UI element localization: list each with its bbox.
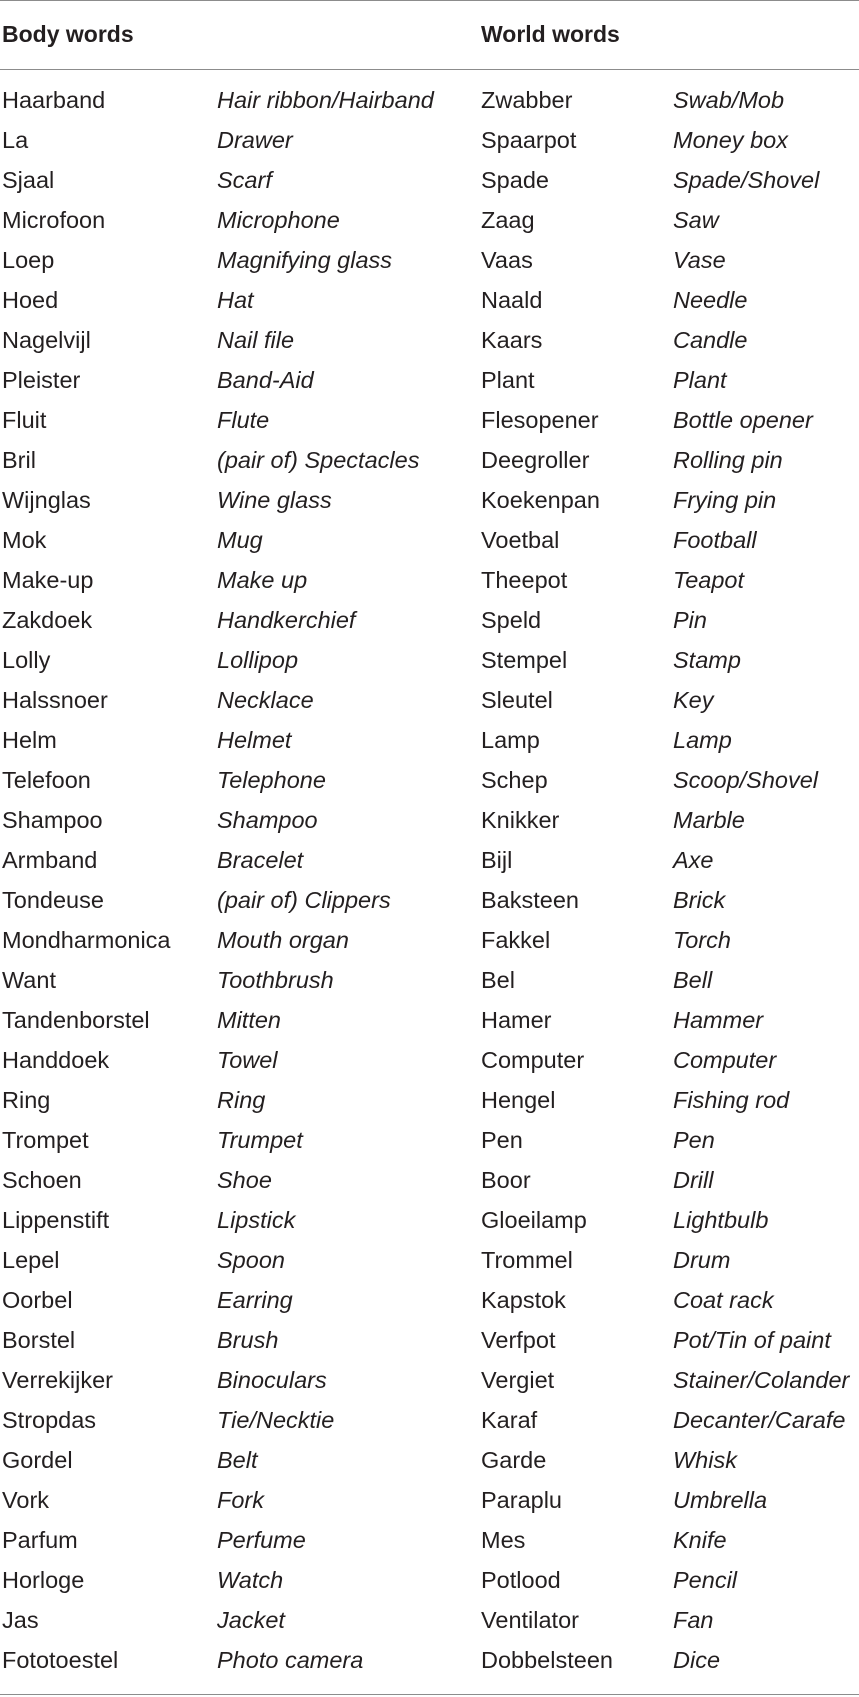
table-row — [0, 200, 859, 240]
world-word-english: Fan — [673, 1607, 714, 1633]
world-word-english: Axe — [673, 847, 714, 873]
world-word-dutch: Koekenpan — [481, 487, 600, 513]
world-word-english: Bell — [673, 967, 713, 993]
body-word-dutch: Lolly — [2, 647, 51, 673]
world-word-english: Candle — [673, 327, 748, 353]
world-word-dutch: Speld — [481, 607, 542, 633]
table-row — [0, 840, 859, 880]
table-row — [0, 1400, 859, 1440]
world-word-english: Dice — [673, 1647, 721, 1673]
body-word-dutch: Schoen — [2, 1167, 82, 1193]
body-word-dutch: Handdoek — [2, 1047, 110, 1073]
world-word-english: Lamp — [673, 727, 732, 753]
world-word-dutch: Bijl — [481, 847, 513, 873]
body-word-english: Bracelet — [217, 847, 304, 873]
world-word-english: Bottle opener — [673, 407, 813, 433]
body-word-english: Make up — [217, 567, 308, 593]
body-word-dutch: Verrekijker — [2, 1367, 114, 1393]
table-row — [0, 280, 859, 320]
world-word-dutch: Boor — [481, 1167, 531, 1193]
world-word-dutch: Gloeilamp — [481, 1207, 587, 1233]
body-word-english: Mouth organ — [217, 927, 349, 953]
body-word-dutch: Borstel — [2, 1327, 76, 1353]
world-word-dutch: Hamer — [481, 1007, 552, 1033]
table-row — [0, 480, 859, 520]
world-word-english: Knife — [673, 1527, 727, 1553]
world-word-dutch: Spade — [481, 167, 549, 193]
world-word-english: Pencil — [673, 1567, 738, 1593]
world-word-dutch: Hengel — [481, 1087, 556, 1113]
world-word-english: Pen — [673, 1127, 715, 1153]
world-word-dutch: Spaarpot — [481, 127, 577, 153]
body-word-english: Belt — [217, 1447, 258, 1473]
body-word-english: Magnifying glass — [217, 247, 393, 273]
world-word-english: Teapot — [673, 567, 745, 593]
table-row — [0, 520, 859, 560]
table-row — [0, 720, 859, 760]
world-word-dutch: Pen — [481, 1127, 523, 1153]
table-row — [0, 1200, 859, 1240]
body-word-english: Lollipop — [217, 647, 299, 673]
world-word-english: Football — [673, 527, 757, 553]
world-word-english: Stainer/Colander — [673, 1367, 850, 1393]
body-word-dutch: Helm — [2, 727, 57, 753]
body-word-dutch: Microfoon — [2, 207, 106, 233]
table-row — [0, 1360, 859, 1400]
world-word-dutch: Lamp — [481, 727, 540, 753]
body-word-dutch: La — [2, 127, 29, 153]
body-word-english: Band-Aid — [217, 367, 314, 393]
header-rule — [0, 69, 859, 70]
world-word-english: Hammer — [673, 1007, 764, 1033]
body-word-english: Fork — [217, 1487, 264, 1513]
world-word-dutch: Knikker — [481, 807, 560, 833]
body-word-dutch: Fototoestel — [2, 1647, 119, 1673]
body-word-english: Necklace — [217, 687, 314, 713]
world-word-dutch: Sleutel — [481, 687, 553, 713]
table-row — [0, 1280, 859, 1320]
body-word-english: Drawer — [217, 127, 293, 153]
world-word-dutch: Dobbelsteen — [481, 1647, 613, 1673]
world-word-dutch: Verfpot — [481, 1327, 556, 1353]
body-word-dutch: Fluit — [2, 407, 47, 433]
table-row — [0, 360, 859, 400]
world-word-english: Key — [673, 687, 714, 713]
world-word-english: Vase — [673, 247, 726, 273]
body-word-english: Nail file — [217, 327, 295, 353]
table-top-rule — [0, 0, 859, 1]
world-word-english: Saw — [673, 207, 719, 233]
table-row — [0, 1080, 859, 1120]
world-word-english: Swab/Mob — [673, 87, 785, 113]
world-word-english: Lightbulb — [673, 1207, 769, 1233]
world-word-dutch: Kapstok — [481, 1287, 566, 1313]
world-word-english: Umbrella — [673, 1487, 768, 1513]
body-word-dutch: Armband — [2, 847, 98, 873]
body-word-dutch: Lippenstift — [2, 1207, 110, 1233]
body-word-english: Jacket — [217, 1607, 285, 1633]
table-row — [0, 1040, 859, 1080]
world-word-english: Brick — [673, 887, 726, 913]
body-word-english: Brush — [217, 1327, 279, 1353]
world-word-dutch: Fakkel — [481, 927, 551, 953]
world-word-english: Coat rack — [673, 1287, 774, 1313]
table-row — [0, 560, 859, 600]
world-word-dutch: Potlood — [481, 1567, 561, 1593]
body-word-english: Flute — [217, 407, 270, 433]
table-bottom-rule — [0, 1694, 859, 1695]
table-row — [0, 120, 859, 160]
body-word-english: Spoon — [217, 1247, 285, 1273]
world-word-english: Pin — [673, 607, 707, 633]
table-row — [0, 1600, 859, 1640]
body-word-dutch: Mok — [2, 527, 47, 553]
table-row — [0, 320, 859, 360]
body-word-dutch: Want — [2, 967, 56, 993]
world-word-english: Spade/Shovel — [673, 167, 820, 193]
world-word-dutch: Mes — [481, 1527, 526, 1553]
body-word-dutch: Ring — [2, 1087, 51, 1113]
table-row — [0, 440, 859, 480]
table-row — [0, 240, 859, 280]
body-word-english: Trumpet — [217, 1127, 303, 1153]
world-word-dutch: Computer — [481, 1047, 585, 1073]
world-word-english: Marble — [673, 807, 745, 833]
world-word-english: Plant — [673, 367, 727, 393]
word-table-body — [0, 80, 859, 1680]
body-word-dutch: Horloge — [2, 1567, 85, 1593]
world-word-dutch: Naald — [481, 287, 543, 313]
world-word-english: Rolling pin — [673, 447, 783, 473]
table-header — [0, 14, 859, 54]
table-row — [0, 960, 859, 1000]
body-word-english: Microphone — [217, 207, 340, 233]
body-word-dutch: Stropdas — [2, 1407, 97, 1433]
table-row — [0, 1240, 859, 1280]
table-row — [0, 1120, 859, 1160]
table-row — [0, 1480, 859, 1520]
world-word-dutch: Garde — [481, 1447, 547, 1473]
world-word-dutch: Stempel — [481, 647, 568, 673]
body-word-english: Binoculars — [217, 1367, 327, 1393]
body-word-english: Hair ribbon/Hairband — [217, 87, 434, 113]
body-word-dutch: Wijnglas — [2, 487, 91, 513]
body-word-dutch: Zakdoek — [2, 607, 93, 633]
world-word-english: Stamp — [673, 647, 741, 673]
table-row — [0, 1640, 859, 1680]
table-row — [0, 400, 859, 440]
body-word-english: Ring — [217, 1087, 266, 1113]
body-word-english: Photo camera — [217, 1647, 364, 1673]
world-word-english: Needle — [673, 287, 748, 313]
body-word-dutch: Telefoon — [2, 767, 91, 793]
body-word-english: Mug — [217, 527, 263, 553]
world-word-dutch: Trommel — [481, 1247, 573, 1273]
body-word-dutch: Pleister — [2, 367, 81, 393]
body-word-dutch: Oorbel — [2, 1287, 73, 1313]
body-word-english: Shampoo — [217, 807, 318, 833]
body-word-english: Tie/Necktie — [217, 1407, 335, 1433]
table-row — [0, 1320, 859, 1360]
table-row — [0, 640, 859, 680]
world-word-english: Torch — [673, 927, 731, 953]
world-word-dutch: Baksteen — [481, 887, 579, 913]
body-word-english: Perfume — [217, 1527, 306, 1553]
table-row — [0, 80, 859, 120]
world-word-english: Money box — [673, 127, 788, 153]
world-word-english: Whisk — [673, 1447, 737, 1473]
body-word-english: Toothbrush — [217, 967, 334, 993]
world-word-dutch: Flesopener — [481, 407, 599, 433]
table-row — [0, 1440, 859, 1480]
body-word-english: Shoe — [217, 1167, 272, 1193]
body-word-dutch: Make-up — [2, 567, 94, 593]
body-word-english: Handkerchief — [217, 607, 356, 633]
table-row — [0, 160, 859, 200]
body-word-dutch: Loep — [2, 247, 55, 273]
body-word-dutch: Trompet — [2, 1127, 89, 1153]
body-word-english: Watch — [217, 1567, 284, 1593]
table-row — [0, 1000, 859, 1040]
world-word-dutch: Vaas — [481, 247, 533, 273]
world-word-dutch: Zaag — [481, 207, 535, 233]
table-row — [0, 800, 859, 840]
body-word-english: Lipstick — [217, 1207, 296, 1233]
table-row — [0, 760, 859, 800]
body-word-dutch: Tandenborstel — [2, 1007, 150, 1033]
table-row — [0, 1560, 859, 1600]
world-word-english: Decanter/Carafe — [673, 1407, 846, 1433]
body-word-english: Scarf — [217, 167, 272, 193]
body-word-english: Wine glass — [217, 487, 332, 513]
body-word-english: Towel — [217, 1047, 278, 1073]
world-word-dutch: Kaars — [481, 327, 543, 353]
world-word-dutch: Plant — [481, 367, 535, 393]
body-word-english: Helmet — [217, 727, 292, 753]
table-row — [0, 680, 859, 720]
body-word-english: Earring — [217, 1287, 293, 1313]
table-row — [0, 920, 859, 960]
table-row — [0, 600, 859, 640]
body-words-header: Body words — [2, 21, 134, 47]
table-row — [0, 1160, 859, 1200]
body-word-english: Mitten — [217, 1007, 281, 1033]
world-word-dutch: Vergiet — [481, 1367, 555, 1393]
body-word-dutch: Shampoo — [2, 807, 103, 833]
world-word-dutch: Theepot — [481, 567, 568, 593]
world-word-dutch: Zwabber — [481, 87, 573, 113]
body-word-dutch: Hoed — [2, 287, 59, 313]
world-word-english: Pot/Tin of paint — [673, 1327, 831, 1353]
body-word-english: Telephone — [217, 767, 326, 793]
world-word-english: Computer — [673, 1047, 777, 1073]
body-word-dutch: Sjaal — [2, 167, 55, 193]
world-word-english: Drum — [673, 1247, 731, 1273]
world-word-dutch: Deegroller — [481, 447, 590, 473]
world-word-english: Scoop/Shovel — [673, 767, 819, 793]
body-word-dutch: Haarband — [2, 87, 106, 113]
world-word-dutch: Schep — [481, 767, 548, 793]
world-word-dutch: Karaf — [481, 1407, 538, 1433]
body-word-dutch: Parfum — [2, 1527, 78, 1553]
body-word-dutch: Lepel — [2, 1247, 60, 1273]
world-word-english: Fishing rod — [673, 1087, 790, 1113]
body-word-dutch: Gordel — [2, 1447, 73, 1473]
body-word-dutch: Tondeuse — [2, 887, 104, 913]
world-words-header: World words — [481, 21, 620, 47]
world-word-dutch: Ventilator — [481, 1607, 579, 1633]
body-word-dutch: Bril — [2, 447, 36, 473]
world-word-dutch: Bel — [481, 967, 515, 993]
body-word-dutch: Halssnoer — [2, 687, 108, 713]
world-word-english: Frying pin — [673, 487, 777, 513]
body-word-dutch: Vork — [2, 1487, 50, 1513]
body-word-dutch: Nagelvijl — [2, 327, 91, 353]
body-word-english: (pair of) Spectacles — [217, 447, 420, 473]
table-row — [0, 880, 859, 920]
body-word-dutch: Mondharmonica — [2, 927, 171, 953]
world-word-dutch: Paraplu — [481, 1487, 562, 1513]
body-word-english: Hat — [217, 287, 254, 313]
body-word-english: (pair of) Clippers — [217, 887, 391, 913]
table-row — [0, 1520, 859, 1560]
world-word-english: Drill — [673, 1167, 714, 1193]
body-word-dutch: Jas — [2, 1607, 39, 1633]
world-word-dutch: Voetbal — [481, 527, 560, 553]
